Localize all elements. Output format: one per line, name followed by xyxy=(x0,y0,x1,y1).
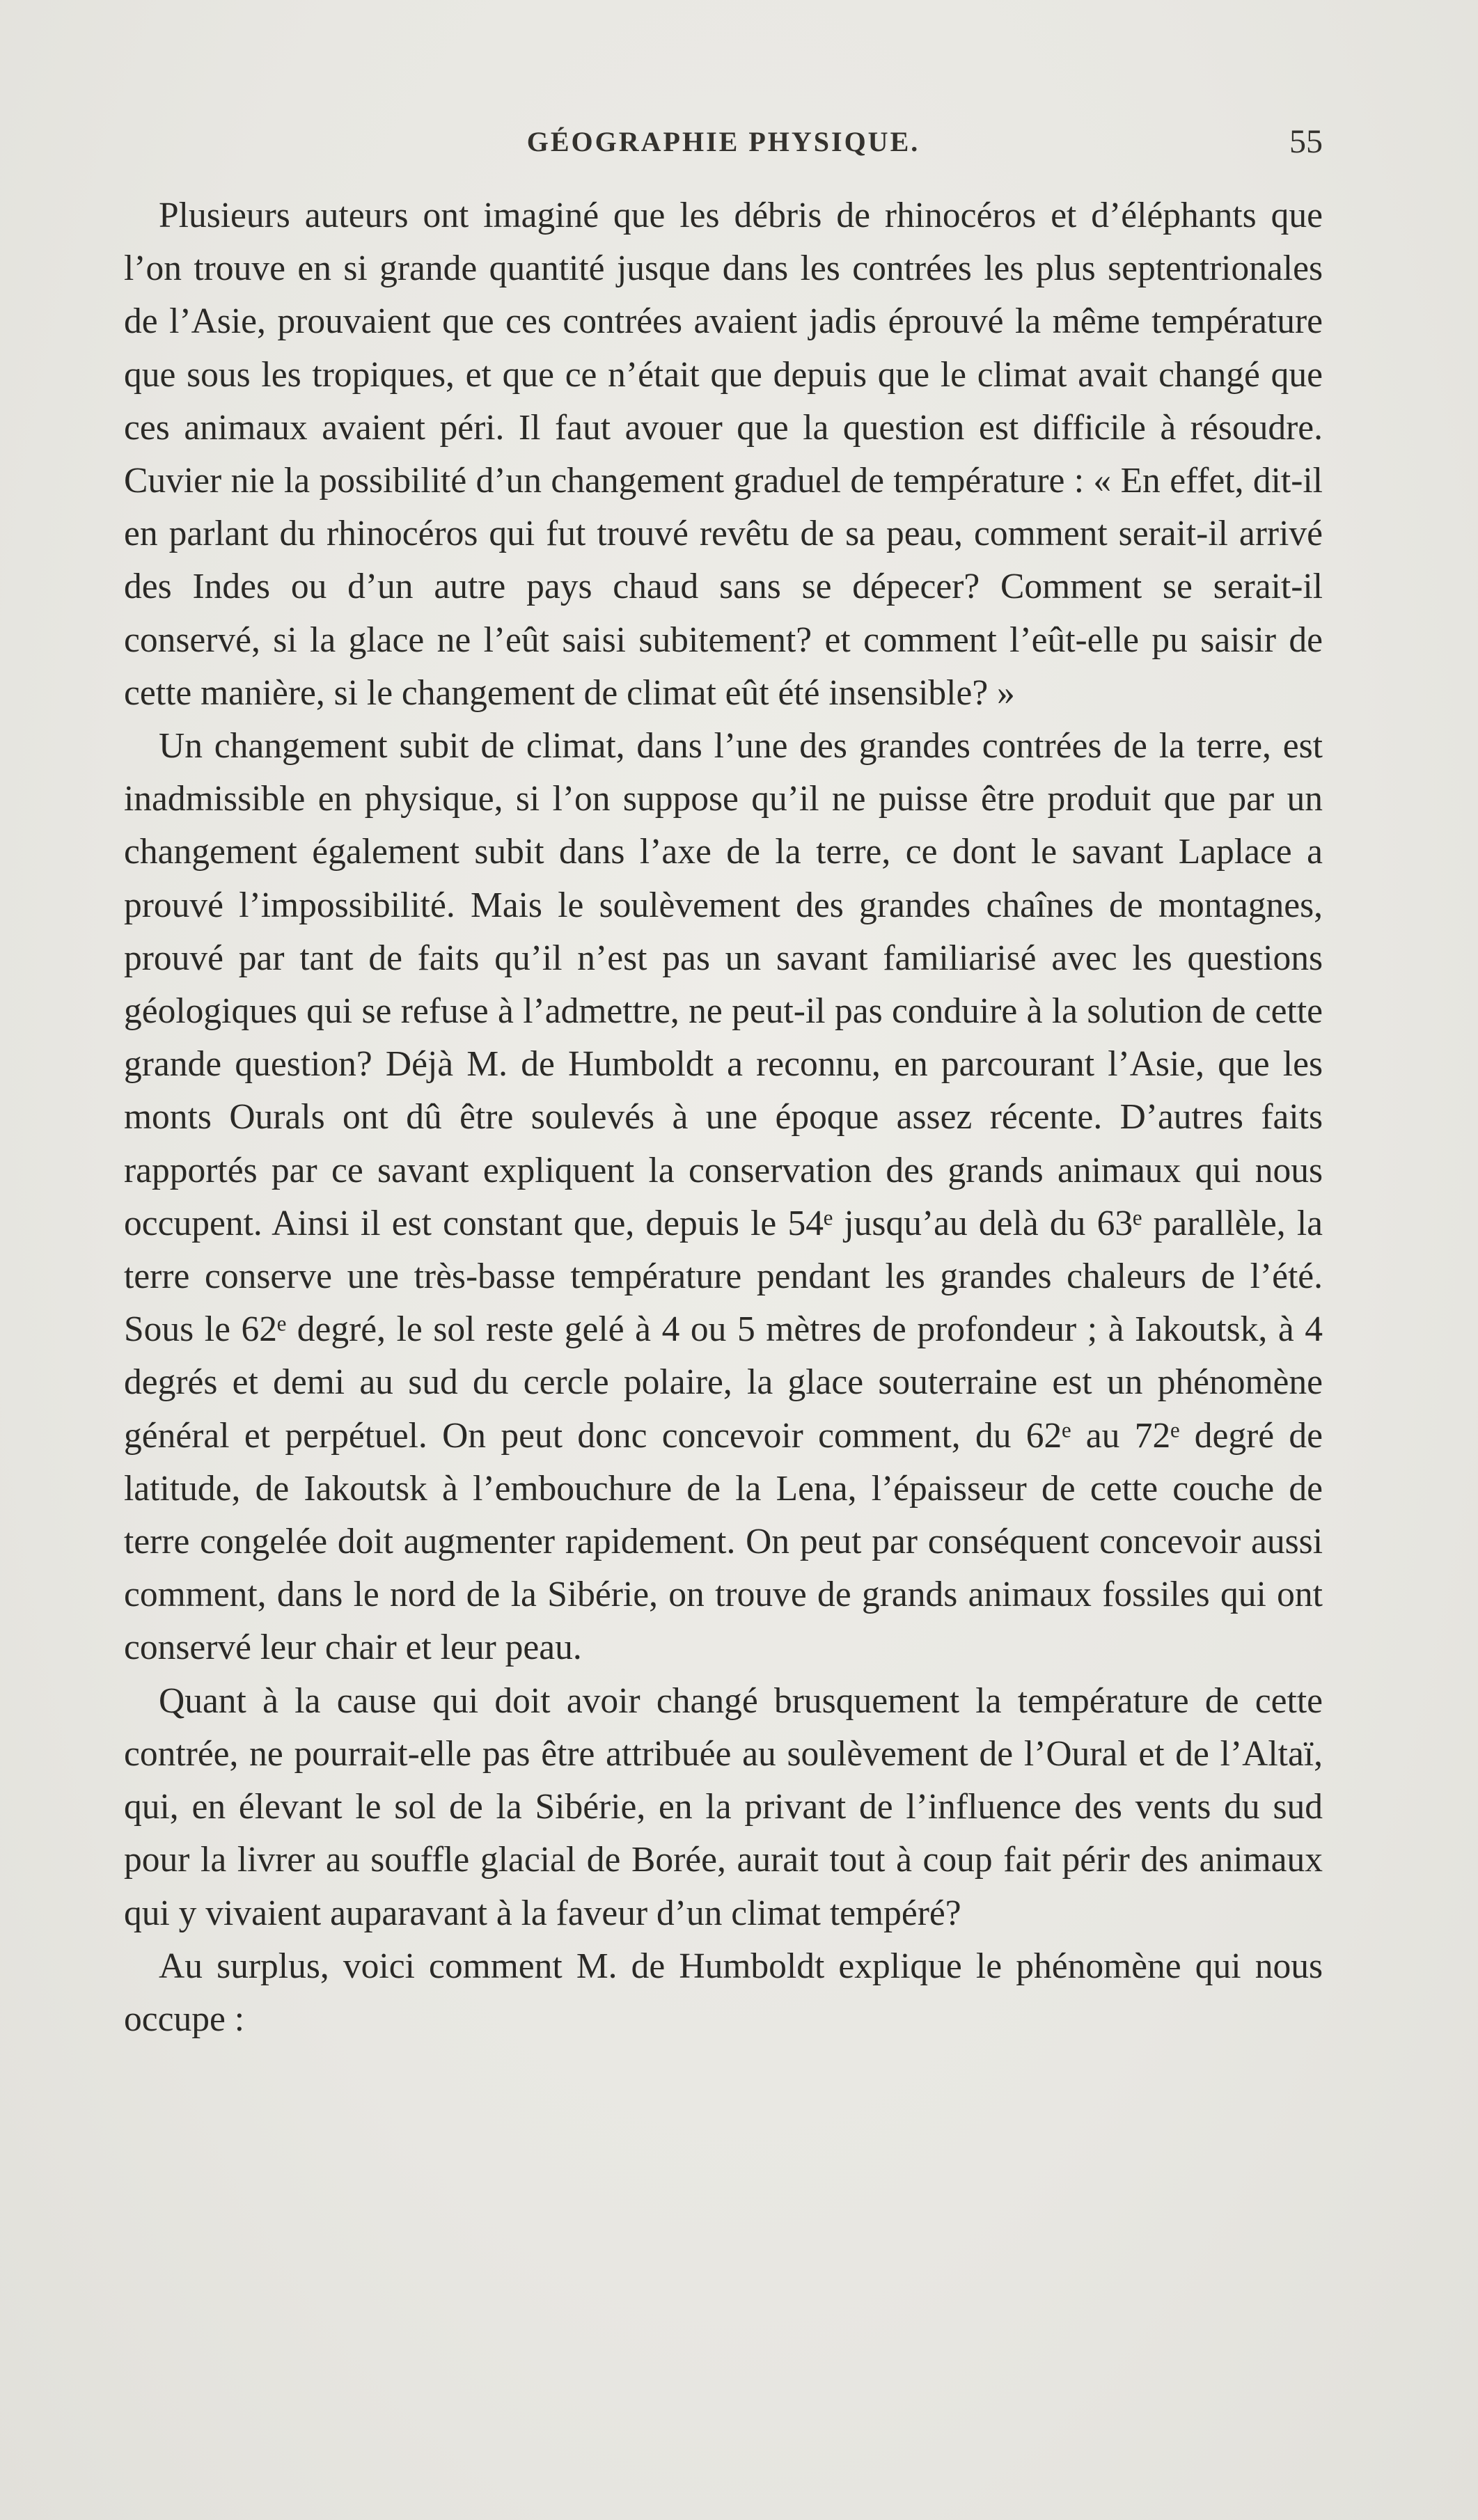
running-title: GÉOGRAPHIE PHYSIQUE. xyxy=(526,126,920,157)
paragraph-2: Un changement subit de climat, dans l’une des grandes contrées de la terre, est inadmissible en physique, si l’on suppose qu’il ne puisse être produit que par un changement également subit dans l’axe de la terre, ce dont le savant Laplace a prouvé l’impossibilité. Mais le soulèvement des grandes chaînes de montagnes, prouvé par tant de faits qu’il n’est pas un savant familiarisé avec les questions géologiques qui se refuse à l’admettre, ne peut-il pas conduire à la solution de cette grande question? Déjà M. de Humboldt a reconnu, en parcourant l’Asie, que les monts Ourals ont dû être soulevés à une époque assez récente. D’autres faits rapportés par ce savant expliquent la conservation des grands animaux qui nous occupent. Ainsi il est constant que, depuis le 54ᵉ jusqu’au delà du 63ᵉ parallèle, la terre conserve une très-basse température pendant les grandes chaleurs de l’été. Sous le 62ᵉ degré, le sol reste gelé à 4 ou 5 mètres de profondeur ; à Iakoutsk, à 4 degrés et demi au sud du cercle polaire, la glace souterraine est un phénomène général et perpétuel. On peut donc concevoir comment, du 62ᵉ au 72ᵉ degré de latitude, de Iakoutsk à l’embouchure de la Lena, l’épaisseur de cette couche de terre congelée doit augmenter rapidement. On peut par conséquent concevoir aussi comment, dans le nord de la Sibérie, on trouve de grands animaux fossiles qui ont conservé leur chair et leur peau. xyxy=(124,726,1323,1668)
paragraph-3: Quant à la cause qui doit avoir changé brusquement la température de cette contrée, ne pourrait-elle pas être attribuée au soulèvement de l’Oural et de l’Altaï, qui, en élevant le sol de la Sibérie, en la privant de l’influence des vents du sud pour la livrer au souffle glacial de Borée, aurait tout à coup fait périr des animaux qui y vivaient auparavant à la faveur d’un climat tempéré? xyxy=(124,1680,1323,1933)
body-text xyxy=(124,189,1323,2046)
page-number: 55 xyxy=(1289,123,1323,160)
page-header xyxy=(124,125,1323,167)
paragraph-1: Plusieurs auteurs ont imaginé que les débris de rhinocéros et d’éléphants que l’on trouve en si grande quantité jusque dans les contrées les plus septentrionales de l’Asie, prouvaient que ces contrées avaient jadis éprouvé la même température que sous les tropiques, et que ce n’était que depuis que le climat avait changé que ces animaux avaient péri. Il faut avouer que la question est difficile à résoudre. Cuvier nie la possibilité d’un changement graduel de température : « En effet, dit-il en parlant du rhinocéros qui fut trouvé revêtu de sa peau, comment serait-il arrivé des Indes ou d’un autre pays chaud sans se dépecer? Comment se serait-il conservé, si la glace ne l’eût saisi subitement? et comment l’eût-elle pu saisir de cette manière, si le changement de climat eût été insensible? » xyxy=(124,196,1323,713)
paragraph-4: Au surplus, voici comment M. de Humboldt explique le phénomène qui nous occupe : xyxy=(124,1946,1323,2039)
